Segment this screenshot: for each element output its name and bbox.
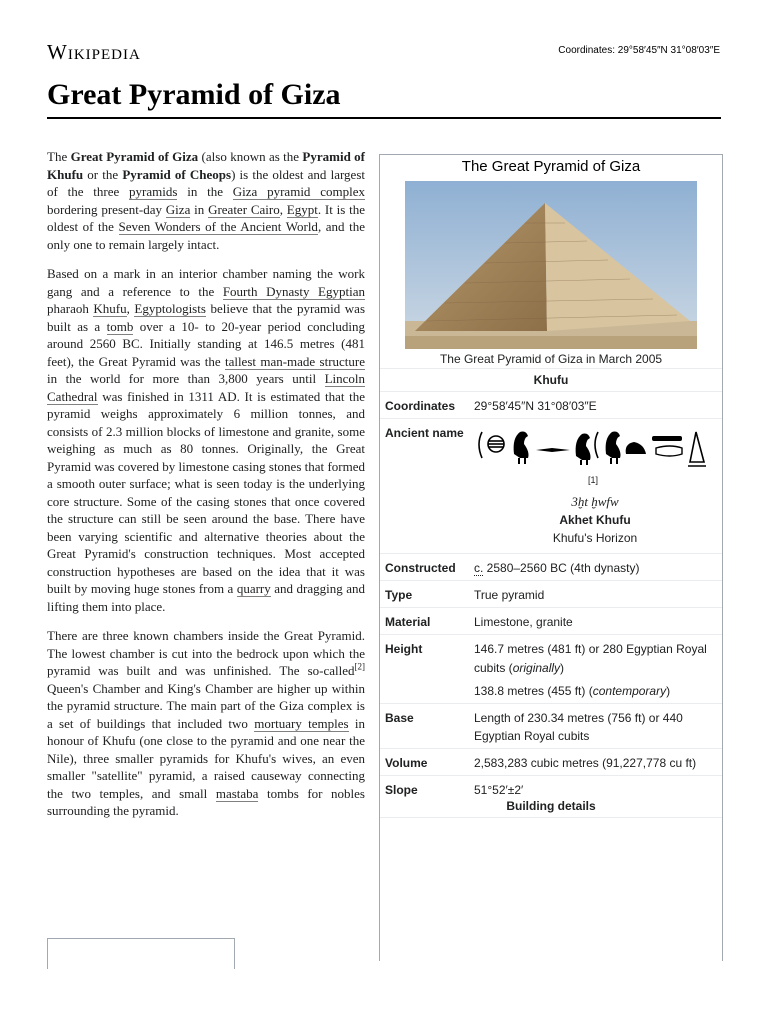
infobox-subheader: Khufu	[380, 368, 722, 391]
link-giza[interactable]: Giza	[165, 201, 191, 217]
row-height: Height 146.7 metres (481 ft) or 280 Egyptian Royal cubits (originally) 138.8 metres (455 ft) (contemporary)	[380, 634, 722, 703]
row-ancient-name: Ancient name [1] 3ḫt ḫwfw Akhet Khufu Khufu's Horizon	[380, 418, 722, 553]
infobox-title: The Great Pyramid of Giza	[461, 158, 641, 175]
row-coordinates: Coordinates 29°58′45″N 31°08′03″E	[380, 391, 722, 418]
article-body	[47, 148, 365, 832]
link-greater-cairo[interactable]: Greater Cairo	[208, 201, 280, 217]
infobox-divider	[380, 817, 722, 818]
link-egypt[interactable]: Egypt	[286, 201, 318, 217]
link-tallest-structure[interactable]: tallest man-made structure	[224, 353, 366, 369]
coordinates-value[interactable]: 29°58′45″N 31°08′03″E	[474, 399, 597, 413]
row-type: Type True pyramid	[380, 580, 722, 607]
link-pyramids[interactable]: pyramids	[129, 184, 178, 199]
content-box-fragment	[47, 938, 235, 969]
row-slope: Slope 51°52′±2′	[380, 775, 722, 799]
hieroglyphs-icon	[474, 424, 716, 472]
title-divider	[47, 117, 721, 119]
logo-text: Wikipedia	[47, 40, 141, 64]
circa-abbr[interactable]: c.	[474, 561, 484, 575]
link-fourth-dynasty[interactable]: Fourth Dynasty Egyptian	[222, 283, 365, 299]
row-volume: Volume 2,583,283 cubic metres (91,227,778 cu ft)	[380, 748, 722, 775]
khufus-horizon: Khufu's Horizon	[552, 531, 638, 545]
link-quarry[interactable]: quarry	[236, 581, 271, 596]
row-constructed: Constructed c. 2580–2560 BC (4th dynasty)	[380, 553, 722, 580]
link-egyptologists[interactable]: Egyptologists	[134, 301, 206, 316]
link-mastaba[interactable]: mastaba	[215, 785, 259, 801]
link-giza-pyramid-complex[interactable]: Giza pyramid complex	[232, 184, 365, 199]
infobox	[379, 154, 723, 961]
coordinates-header: Coordinates: 29°58′45″N 31°08′03″E	[558, 45, 720, 56]
link-mortuary-temples[interactable]: mortuary temples	[254, 715, 349, 731]
link-lincoln-cathedral[interactable]: Lincoln Cathedral	[47, 371, 365, 404]
citation-2[interactable]: [2]	[354, 661, 365, 672]
building-details-header: Building details	[506, 799, 596, 813]
image-caption: The Great Pyramid of Giza in March 2005	[439, 352, 663, 366]
link-tomb[interactable]: tomb	[106, 318, 134, 334]
row-material: Material Limestone, granite	[380, 607, 722, 634]
wikipedia-logo[interactable]	[47, 40, 141, 65]
link-khufu[interactable]: Khufu	[93, 301, 127, 316]
construction-paragraph: Based on a mark in an interior chamber naming the work gang and a reference to the Fourth Dynasty Egyptian pharaoh Khufu, Egyptologists believe that the pyramid was built as a tomb over a 10- to 20-year period concluding around 2560 BC. Initially standing at 146.5 metres (481 feet), the Great Pyramid was the tallest man-made structure in the world for more than 3,800 years until Lincoln Cathedral was finished in 1311 AD. It is estimated that the pyramid weighs approximately 6 million tonnes, and consists of 2.3 million blocks of limestone and granite, some weighing as much as 80 tonnes. Originally, the Great Pyramid was covered by limestone casing stones that formed a smooth outer surface; what is seen today is the underlying core structure. Some of the casing stones that once covered the structure can still be seen around the base. There have been varying scientific and alternative theories about the Great Pyramid's construction techniques. Most accepted construction hypotheses are based on the idea that it was built by moving huge stones from a quarry and dragging and lifting them into place.	[47, 266, 366, 614]
intro-paragraph: The Great Pyramid of Giza (also known as the Pyramid of Khufu or the Pyramid of Cheops) is the oldest and largest of the three pyramids in the Giza pyramid complex bordering present-day Giza in Greater Cairo, Egypt. It is the oldest of the Seven Wonders of the Ancient World, and the only one to remain largely intact.	[47, 149, 366, 252]
chambers-paragraph: There are three known chambers inside the Great Pyramid. The lowest chamber is cut into the bedrock upon which the pyramid was built and was unfinished. The so-called[2] Queen's Chamber and King's Chamber are higher up within the pyramid structure. The main part of the Giza complex is a set of buildings that included two mortuary temples in honour of Khufu (one close to the pyramid and one near the Nile), three smaller pyramids for Khufu's wives, an even smaller "satellite" pyramid, a raised causeway connecting the two temples, and small mastaba tombs for nobles surrounding the pyramid.	[47, 628, 365, 818]
citation-1[interactable]: [1]	[588, 475, 599, 485]
transliteration: 3ḫt ḫwfw	[571, 494, 619, 509]
akhet-khufu: Akhet Khufu	[559, 513, 631, 527]
link-seven-wonders[interactable]: Seven Wonders of the Ancient World	[118, 219, 318, 234]
row-base: Base Length of 230.34 metres (756 ft) or 440 Egyptian Royal cubits	[380, 703, 722, 748]
pyramid-photo[interactable]	[405, 181, 697, 349]
page-title: Great Pyramid of Giza	[47, 78, 341, 111]
